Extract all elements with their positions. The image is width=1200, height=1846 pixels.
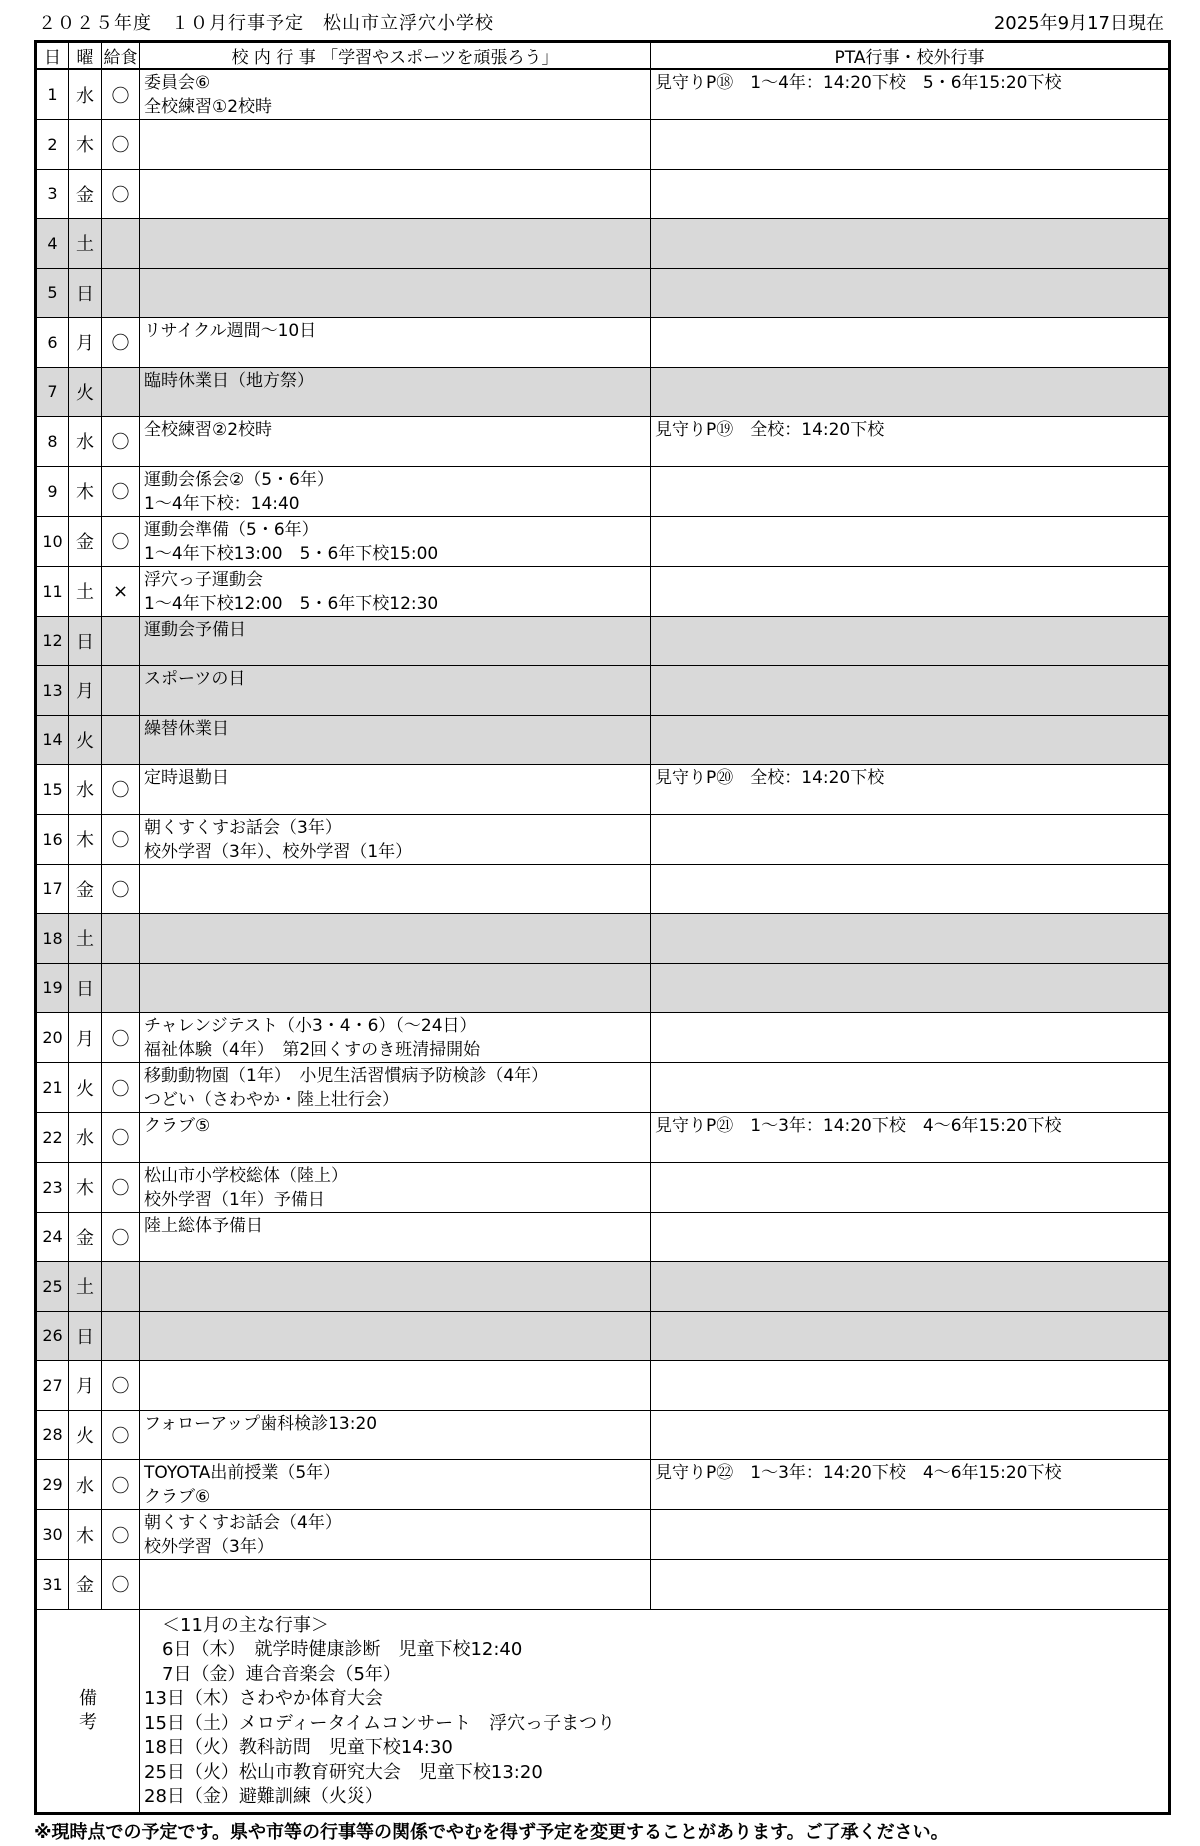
table-row [36, 666, 1170, 716]
lunch-cell: 〇 [102, 466, 140, 516]
school-events-cell [140, 1361, 651, 1411]
lunch-cell: 〇 [102, 169, 140, 219]
pta-events-cell [651, 367, 1170, 417]
weekday-cell: 水 [69, 417, 102, 467]
weekday-cell: 日 [69, 963, 102, 1013]
note-line: 15日（土）メロディータイムコンサート 浮穴っ子まつり [144, 1712, 616, 1734]
weekday-cell: 火 [69, 1410, 102, 1460]
table-row [36, 715, 1170, 765]
school-events-cell [140, 1410, 651, 1460]
table-row [36, 120, 1170, 170]
day-cell: 7 [36, 367, 69, 417]
school-events-cell [140, 1262, 651, 1312]
day-cell: 30 [36, 1510, 69, 1560]
weekday-cell: 火 [69, 1063, 102, 1113]
pta-events-cell [651, 1013, 1170, 1063]
table-row [36, 1212, 1170, 1262]
school-events-cell [140, 268, 651, 318]
school-event: 1～4年下校13:00 5・6年下校15:00 [144, 543, 439, 564]
pta-events-cell [651, 1460, 1170, 1510]
weekday-cell: 水 [69, 765, 102, 815]
table-row [36, 268, 1170, 318]
school-events-cell [140, 169, 651, 219]
table-row [36, 1410, 1170, 1460]
table-row [36, 616, 1170, 666]
day-cell: 21 [36, 1063, 69, 1113]
table-row [36, 169, 1170, 219]
pta-events-cell [651, 466, 1170, 516]
table-row [36, 864, 1170, 914]
note-line: 28日（金）避難訓練（火災） [144, 1786, 383, 1807]
school-event: クラブ⑥ [144, 1487, 211, 1507]
weekday-cell: 金 [69, 169, 102, 219]
table-row [36, 219, 1170, 269]
day-cell: 2 [36, 120, 69, 170]
weekday-cell: 金 [69, 516, 102, 566]
as-of-date: 2025年9月17日現在 [993, 13, 1164, 34]
table-row [36, 1162, 1170, 1212]
day-cell: 20 [36, 1013, 69, 1063]
pta-events-cell [651, 318, 1170, 368]
day-cell: 23 [36, 1162, 69, 1212]
pta-events-cell [651, 268, 1170, 318]
school-event: 委員会⑥ [144, 73, 211, 93]
weekday-cell: 木 [69, 814, 102, 864]
school-event: 1～4年下校：14:40 [144, 493, 300, 514]
col-day-header: 日 [36, 42, 69, 70]
weekday-cell: 日 [69, 1311, 102, 1361]
pta-events-cell [651, 1063, 1170, 1113]
weekday-cell: 土 [69, 566, 102, 616]
note-line: 13日（木）さわやか体育大会 [144, 1688, 383, 1709]
pta-events-cell [651, 1510, 1170, 1560]
pta-event: 見守りP㉑ 1～3年：14:20下校 4～6年15:20下校 [655, 1116, 1062, 1136]
lunch-cell [102, 367, 140, 417]
school-events-cell [140, 1063, 651, 1113]
school-event: チャレンジテスト（小3・4・6）（～24日） [144, 1016, 477, 1036]
day-cell: 29 [36, 1460, 69, 1510]
day-cell: 31 [36, 1560, 69, 1610]
school-event: リサイクル週間～10日 [144, 321, 317, 341]
lunch-cell: 〇 [102, 1460, 140, 1510]
day-cell: 18 [36, 914, 69, 964]
day-cell: 13 [36, 666, 69, 716]
table-row [36, 1460, 1170, 1510]
footer-note: ※現時点での予定です。県や市等の行事等の関係でやむを得ず予定を変更することがあります。ご了承ください。 [34, 1822, 949, 1843]
school-event: つどい（さわやか・陸上壮行会） [144, 1090, 399, 1110]
pta-events-cell [651, 1262, 1170, 1312]
pta-events-cell [651, 1361, 1170, 1411]
pta-events-cell [651, 1410, 1170, 1460]
school-events-cell [140, 616, 651, 666]
weekday-cell: 木 [69, 1162, 102, 1212]
school-events-cell [140, 318, 651, 368]
pta-events-cell [651, 864, 1170, 914]
school-event: 朝くすくすお話会（4年） [144, 1513, 342, 1533]
table-row [36, 1361, 1170, 1411]
school-events-cell [140, 1460, 651, 1510]
weekday-cell: 月 [69, 318, 102, 368]
table-row [36, 1013, 1170, 1063]
header-row [36, 42, 1170, 70]
school-event: 全校練習①2校時 [144, 97, 273, 117]
school-events-cell [140, 1560, 651, 1610]
school-events-cell [140, 814, 651, 864]
lunch-cell [102, 666, 140, 716]
school-events-cell [140, 1510, 651, 1560]
pta-event: 見守りP⑲ 全校：14:20下校 [655, 420, 885, 440]
school-events-cell [140, 1212, 651, 1262]
school-event: クラブ⑤ [144, 1116, 211, 1136]
weekday-cell: 月 [69, 1361, 102, 1411]
table-row [36, 814, 1170, 864]
weekday-cell: 火 [69, 367, 102, 417]
school-event: 臨時休業日（地方祭） [144, 370, 314, 391]
school-event: スポーツの日 [144, 669, 246, 689]
lunch-cell: × [102, 566, 140, 616]
pta-event: 見守りP⑳ 全校：14:20下校 [655, 768, 885, 788]
weekday-cell: 木 [69, 1510, 102, 1560]
lunch-cell: 〇 [102, 1063, 140, 1113]
day-cell: 26 [36, 1311, 69, 1361]
day-cell: 3 [36, 169, 69, 219]
school-event: 1～4年下校12:00 5・6年下校12:30 [144, 593, 439, 614]
school-event: 福祉体験（4年） 第2回くすのき班清掃開始 [144, 1040, 481, 1060]
note-line: 7日（金）連合音楽会（5年） [144, 1663, 401, 1685]
lunch-cell: 〇 [102, 417, 140, 467]
school-events-cell [140, 566, 651, 616]
pta-events-cell [651, 169, 1170, 219]
table-row [36, 1560, 1170, 1610]
school-events-cell [140, 1311, 651, 1361]
table-row [36, 367, 1170, 417]
day-cell: 8 [36, 417, 69, 467]
lunch-cell [102, 219, 140, 269]
lunch-cell: 〇 [102, 1013, 140, 1063]
pta-events-cell [651, 765, 1170, 815]
lunch-cell: 〇 [102, 864, 140, 914]
pta-events-cell [651, 69, 1170, 120]
note-line: ＜11月の主な行事＞ [144, 1614, 329, 1636]
lunch-cell: 〇 [102, 69, 140, 120]
day-cell: 16 [36, 814, 69, 864]
school-events-cell [140, 1113, 651, 1163]
lunch-cell: 〇 [102, 516, 140, 566]
weekday-cell: 金 [69, 864, 102, 914]
lunch-cell [102, 963, 140, 1013]
weekday-cell: 日 [69, 616, 102, 666]
lunch-cell [102, 616, 140, 666]
pta-events-cell [651, 715, 1170, 765]
day-cell: 14 [36, 715, 69, 765]
lunch-cell: 〇 [102, 1212, 140, 1262]
pta-events-cell [651, 666, 1170, 716]
school-event: 校外学習（3年）、校外学習（1年） [144, 841, 413, 862]
weekday-cell: 火 [69, 715, 102, 765]
lunch-cell [102, 914, 140, 964]
school-events-cell [140, 417, 651, 467]
school-events-cell [140, 69, 651, 120]
school-event: 松山市小学校総体（陸上） [144, 1165, 348, 1186]
table-row [36, 566, 1170, 616]
school-event: 定時退勤日 [144, 768, 229, 788]
school-events-cell [140, 864, 651, 914]
note-line: 6日（木） 就学時健康診断 児童下校12:40 [144, 1639, 523, 1660]
col-dow-header: 曜 [69, 42, 102, 70]
lunch-cell: 〇 [102, 814, 140, 864]
pta-events-cell [651, 120, 1170, 170]
pta-events-cell [651, 1560, 1170, 1610]
table-row [36, 1063, 1170, 1113]
school-event: 運動会準備（5・6年） [144, 519, 319, 540]
day-cell: 15 [36, 765, 69, 815]
pta-events-cell [651, 616, 1170, 666]
pta-events-cell [651, 516, 1170, 566]
lunch-cell: 〇 [102, 765, 140, 815]
table-row [36, 914, 1170, 964]
day-cell: 5 [36, 268, 69, 318]
weekday-cell: 水 [69, 69, 102, 120]
school-events-cell [140, 1162, 651, 1212]
col-meal-header: 給食 [102, 42, 140, 70]
schedule-table [34, 40, 1171, 1815]
school-events-cell [140, 367, 651, 417]
table-row [36, 466, 1170, 516]
day-cell: 12 [36, 616, 69, 666]
day-cell: 9 [36, 466, 69, 516]
school-event: 運動会係会②（5・6年） [144, 469, 334, 490]
school-event: 校外学習（1年）予備日 [144, 1189, 325, 1210]
table-row [36, 516, 1170, 566]
lunch-cell: 〇 [102, 1361, 140, 1411]
table-row [36, 1510, 1170, 1560]
day-cell: 11 [36, 566, 69, 616]
school-event: フォローアップ歯科検診13:20 [144, 1413, 378, 1434]
lunch-cell [102, 268, 140, 318]
pta-event: 見守りP⑱ 1～4年：14:20下校 5・6年15:20下校 [655, 73, 1062, 93]
day-cell: 17 [36, 864, 69, 914]
table-row [36, 963, 1170, 1013]
weekday-cell: 水 [69, 1460, 102, 1510]
pta-events-cell [651, 1212, 1170, 1262]
school-event: 浮穴っ子運動会 [144, 569, 263, 590]
weekday-cell: 金 [69, 1212, 102, 1262]
pta-events-cell [651, 417, 1170, 467]
day-cell: 25 [36, 1262, 69, 1312]
lunch-cell [102, 1262, 140, 1312]
lunch-cell: 〇 [102, 1113, 140, 1163]
day-cell: 6 [36, 318, 69, 368]
lunch-cell: 〇 [102, 1560, 140, 1610]
table-row [36, 417, 1170, 467]
weekday-cell: 土 [69, 219, 102, 269]
pta-events-cell [651, 963, 1170, 1013]
school-events-cell [140, 914, 651, 964]
table-row [36, 69, 1170, 120]
notes-row [36, 1609, 1170, 1813]
weekday-cell: 土 [69, 914, 102, 964]
weekday-cell: 水 [69, 1113, 102, 1163]
day-cell: 1 [36, 69, 69, 120]
school-events-cell [140, 120, 651, 170]
school-events-cell [140, 516, 651, 566]
notes-label: 備 考 [36, 1609, 140, 1813]
page-header [34, 6, 1168, 34]
lunch-cell [102, 715, 140, 765]
school-event: 朝くすくすお話会（3年） [144, 817, 342, 838]
lunch-cell: 〇 [102, 120, 140, 170]
pta-events-cell [651, 814, 1170, 864]
school-events-cell [140, 715, 651, 765]
pta-events-cell [651, 914, 1170, 964]
notes-body [140, 1609, 1170, 1813]
school-event: 全校練習②2校時 [144, 420, 273, 440]
day-cell: 24 [36, 1212, 69, 1262]
school-event: TOYOTA出前授業（5年） [144, 1463, 341, 1483]
weekday-cell: 土 [69, 1262, 102, 1312]
school-events-cell [140, 765, 651, 815]
weekday-cell: 日 [69, 268, 102, 318]
day-cell: 10 [36, 516, 69, 566]
school-event: 校外学習（3年） [144, 1537, 274, 1557]
note-line: 25日（火）松山市教育研究大会 児童下校13:20 [144, 1761, 543, 1783]
weekday-cell: 木 [69, 466, 102, 516]
school-event: 繰替休業日 [144, 718, 229, 739]
school-events-cell [140, 963, 651, 1013]
table-row [36, 1262, 1170, 1312]
table-row [36, 1311, 1170, 1361]
weekday-cell: 金 [69, 1560, 102, 1610]
lunch-cell: 〇 [102, 318, 140, 368]
school-event: 移動動物園（1年） 小児生活習慣病予防検診（4年） [144, 1066, 549, 1086]
school-events-cell [140, 219, 651, 269]
school-events-cell [140, 1013, 651, 1063]
day-cell: 19 [36, 963, 69, 1013]
pta-event: 見守りP㉒ 1～3年：14:20下校 4～6年15:20下校 [655, 1463, 1062, 1483]
school-events-cell [140, 666, 651, 716]
day-cell: 28 [36, 1410, 69, 1460]
weekday-cell: 月 [69, 666, 102, 716]
school-event: 運動会予備日 [144, 619, 246, 640]
day-cell: 4 [36, 219, 69, 269]
day-cell: 27 [36, 1361, 69, 1411]
lunch-cell: 〇 [102, 1410, 140, 1460]
page-title: ２０２５年度 １０月行事予定 松山市立浮穴小学校 [38, 13, 494, 34]
col-school-events-header: 校 内 行 事 「学習やスポーツを頑張ろう」 [140, 42, 651, 70]
pta-events-cell [651, 219, 1170, 269]
weekday-cell: 木 [69, 120, 102, 170]
weekday-cell: 月 [69, 1013, 102, 1063]
pta-events-cell [651, 566, 1170, 616]
lunch-cell: 〇 [102, 1162, 140, 1212]
table-row [36, 765, 1170, 815]
lunch-cell [102, 1311, 140, 1361]
pta-events-cell [651, 1113, 1170, 1163]
lunch-cell: 〇 [102, 1510, 140, 1560]
pta-events-cell [651, 1162, 1170, 1212]
school-events-cell [140, 466, 651, 516]
col-pta-header: PTA行事・校外行事 [651, 42, 1170, 70]
school-event: 陸上総体予備日 [144, 1215, 263, 1236]
day-cell: 22 [36, 1113, 69, 1163]
table-row [36, 1113, 1170, 1163]
schedule-body [36, 69, 1170, 1609]
pta-events-cell [651, 1311, 1170, 1361]
note-line: 18日（火）教科訪問 児童下校14:30 [144, 1737, 453, 1758]
table-row [36, 318, 1170, 368]
